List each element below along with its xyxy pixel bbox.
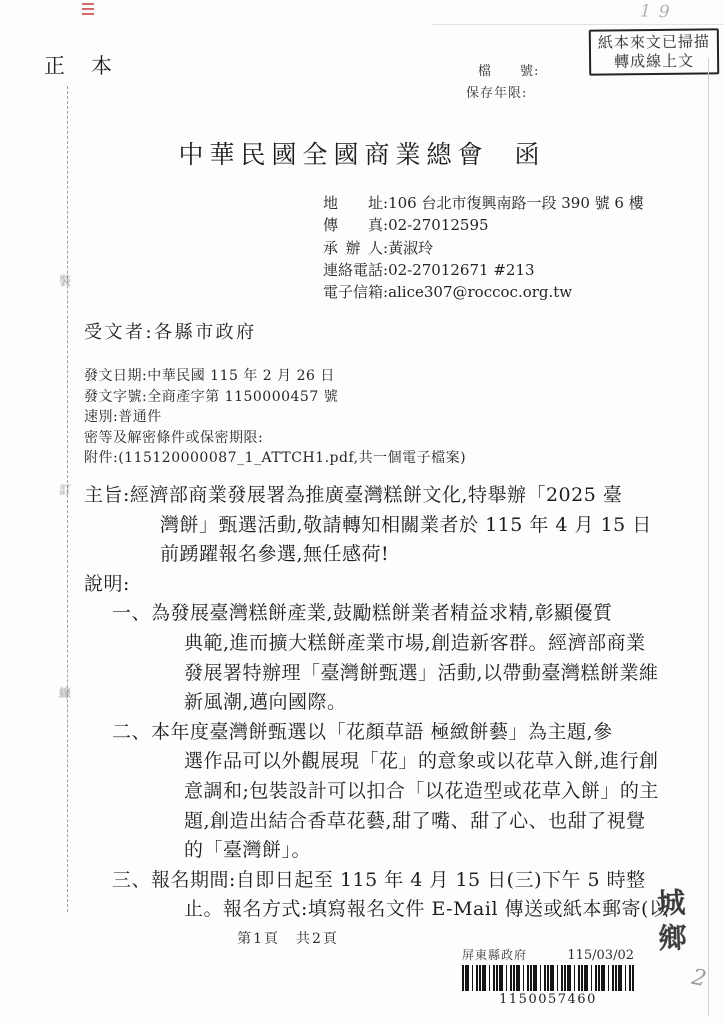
retention-period-label: 保存年限:	[466, 86, 528, 101]
scanned-to-online-stamp	[589, 28, 719, 75]
explanation-label: 說明:	[84, 572, 130, 595]
explanation-item-3-line-2: 止。報名方式:填寫報名文件 E-Mail 傳送或紙本郵寄(以	[184, 898, 669, 921]
handwritten-page-number-top: 19	[639, 1, 678, 23]
item-3-number: 三、	[112, 868, 152, 891]
letter-body	[84, 481, 670, 925]
explanation-item-3-line-1	[112, 866, 670, 896]
item-3-text: 報名期間:自即日起至 115 年 4 月 15 日(三)下午 5 時整	[151, 868, 646, 891]
fax-value: 02-27012595	[388, 216, 489, 235]
binding-mark-ding: 訂	[59, 483, 72, 497]
issue-date-line: 發文日期:中華民國 115 年 2 月 26 日	[84, 368, 335, 384]
address-label: 地址	[323, 194, 383, 212]
document-type: 函	[514, 140, 546, 169]
receipt-date: 115/03/02	[567, 948, 634, 963]
receipt-number: 1150057460	[499, 992, 597, 1007]
sender-fax-row	[323, 214, 644, 236]
binding-mark-zhuang: 裝	[59, 274, 72, 288]
classification-line: 密等及解密條件或保密期限:	[84, 429, 264, 446]
contact-person-value: 黃淑玲	[388, 238, 434, 257]
attachment-line: 附件:(115120000087_1_ATTCH1.pdf,共一個電子檔案)	[84, 450, 467, 467]
email-label: 電子信箱	[323, 283, 384, 302]
file-number-block	[466, 61, 539, 105]
explanation-item-1-line-1	[112, 599, 670, 629]
receiving-office: 屏東縣政府	[462, 948, 528, 962]
email-value: alice307@roccoc.org.tw	[388, 283, 573, 302]
sender-phone-row	[323, 259, 644, 281]
contact-person-label: 承辦人	[323, 238, 383, 257]
scan-stamp-line1: 紙本來文已掃描	[597, 32, 711, 52]
copy-type-label: 正本	[44, 54, 138, 78]
sender-address-row	[323, 192, 644, 214]
item-1-number: 一、	[112, 602, 152, 625]
colon: :	[383, 260, 389, 279]
binding-dashed-line	[67, 86, 68, 912]
sender-contact-block	[323, 192, 644, 303]
issuing-organization: 中華民國全國商業總會	[178, 140, 489, 169]
explanation-item-2-line-2: 選作品可以外觀展現「花」的意象或以花草入餅,進行創	[184, 750, 659, 773]
colon: :	[383, 283, 389, 302]
subject-line-1	[84, 481, 670, 511]
scan-fold-line	[708, 58, 709, 1016]
explanation-item-2-line-3: 意調和;包裝設計可以扣合「以花造型或花草入餅」的主	[184, 779, 659, 802]
binding-mark-xian: 線	[59, 686, 72, 700]
receipt-stamp-block	[462, 946, 634, 1007]
scan-stamp-line2: 轉成線上文	[614, 51, 695, 71]
subject-line-2: 灣餅」甄選活動,敬請轉知相關業者於 115 年 4 月 15 日	[160, 513, 652, 536]
explanation-item-2-line-5: 的「臺灣餅」。	[184, 839, 312, 862]
explanation-item-2-line-4: 題,創造出結合香草花藝,甜了嘴、甜了心、也甜了視覺	[184, 809, 646, 832]
department-side-stamp: 城鄉	[652, 887, 689, 959]
barcode	[462, 965, 634, 991]
handwritten-number-bottom: 2	[689, 964, 709, 993]
explanation-item-1-line-2: 典範,進而擴大糕餅產業市場,創造新客群。經濟部商業	[184, 631, 646, 654]
subject-text: 經濟部商業發展署為推廣臺灣糕餅文化,特舉辦「2025 臺	[129, 484, 623, 506]
phone-label: 連絡電話	[323, 260, 384, 279]
colon: :	[383, 216, 389, 235]
explanation-item-1-line-4: 新風潮,邁向國際。	[184, 691, 347, 714]
colon: :	[383, 238, 389, 257]
priority-line: 速別:普通件	[84, 409, 162, 426]
document-title	[0, 135, 724, 171]
scan-artifact-line	[432, 24, 724, 25]
sender-email-row	[323, 281, 644, 303]
subject-label: 主旨:	[84, 484, 130, 506]
fax-label: 傳真	[323, 216, 383, 235]
reference-number-line: 發文字號:全商產字第 1150000457 號	[84, 388, 339, 405]
address-value: 106 台北市復興南路一段 390 號 6 樓	[388, 194, 644, 212]
item-1-text: 為發展臺灣糕餅產業,鼓勵糕餅業者精益求精,彰顯優質	[151, 602, 613, 625]
file-number-label: 檔 號:	[478, 64, 540, 79]
colon: :	[383, 194, 389, 212]
receipt-header	[462, 946, 634, 963]
sender-contact-person-row	[323, 237, 644, 259]
red-registration-mark	[82, 3, 94, 16]
explanation-item-2-line-1	[112, 718, 670, 748]
recipient-line: 受文者:各縣市政府	[84, 322, 257, 343]
explanation-item-1-line-3: 發展署特辦理「臺灣餅甄選」活動,以帶動臺灣糕餅業維	[184, 661, 659, 684]
item-2-text: 本年度臺灣餅甄選以「花顏草語 極緻餅藝」為主題,參	[151, 720, 613, 743]
item-2-number: 二、	[112, 720, 152, 743]
phone-value: 02-27012671 #213	[388, 260, 535, 279]
subject-line-3: 前踴躍報名參選,無任感荷!	[160, 543, 390, 566]
page-number-footer: 第1頁 共2頁	[237, 931, 339, 947]
document-meta-block	[84, 366, 466, 469]
